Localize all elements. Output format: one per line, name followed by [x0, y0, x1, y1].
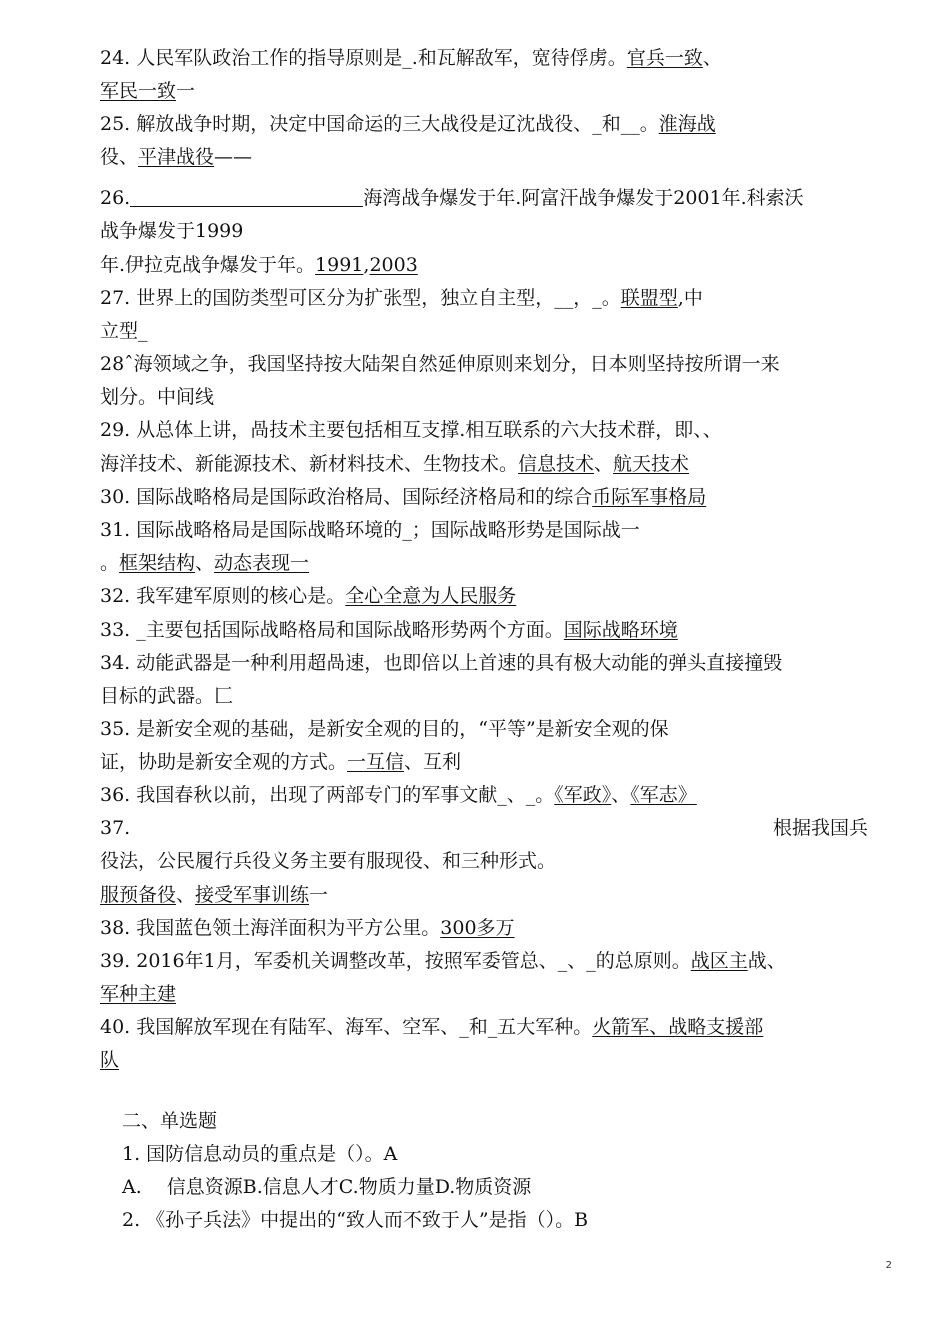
question-25-line-1: 25. 解放战争时期，决定中国命运的三大战役是辽沈战役、_和__。淮海战: [100, 113, 716, 135]
answer: 信息技术: [518, 453, 595, 475]
question-26-line-1: 26. 海湾战争爆发于年.阿富汗战争爆发于2001年.科索沃: [100, 187, 804, 209]
single-choice-1: 1. 国防信息动员的重点是（）。A: [122, 1143, 398, 1165]
question-40-line-2: [100, 1049, 119, 1071]
answer: 《军政》: [554, 784, 612, 806]
answer: 平津战役: [138, 146, 215, 168]
question-28-line-2: 划分。中间线: [100, 386, 215, 408]
question-31-line-2: 。框架结构、动态表现一: [100, 552, 310, 574]
question-26-line-2: 战争爆发于1999: [100, 220, 244, 242]
question-33: 33. _主要包括国际战略格局和国际战略形势两个方面。国际战略环境: [100, 619, 678, 641]
question-36: 36. 我国春秋以前，出现了两部专门的军事文献_、_。《军政》、《军志》: [100, 784, 697, 806]
answer: 动态表现一: [214, 552, 310, 574]
answer: 军民一致: [100, 80, 177, 102]
page-number: 2: [885, 1260, 892, 1271]
question-24-line-1: 24. 人民军队政治工作的指导原则是_.和瓦解敌军，宽待俘虏。官兵一致、: [100, 47, 722, 69]
question-28-line-1: 28ˆ海领域之争，我国坚持按大陆架自然延伸原则来划分，日本则坚持按所谓一来: [100, 353, 780, 375]
section-title: 二、单选题: [122, 1110, 218, 1132]
question-32: 32. 我军建军原则的核心是。全心全意为人民服务: [100, 585, 517, 607]
answer: 《军志》: [630, 784, 697, 806]
question-34-line-2: 目标的武器。匚: [100, 685, 234, 707]
answer: 淮海战: [658, 113, 716, 135]
fill-blank: [130, 188, 363, 207]
answer: 队: [100, 1049, 120, 1071]
single-choice-2: 2. 《孙子兵法》中提出的“致人而不致于人”是指（）。B: [122, 1209, 589, 1231]
question-29-line-1: 29. 从总体上讲，咼技术主要包括相互支撑.相互联系的六大技术群，即、、: [100, 419, 722, 441]
answer: 国际战略环境: [563, 619, 678, 641]
question-30: 30. 国际战略格局是国际政治格局、国际经济格局和的综合币际军事格局: [100, 486, 707, 508]
answer: 服预备役: [100, 884, 177, 906]
question-35-line-1: 35. 是新安全观的基础，是新安全观的目的，“平等”是新安全观的保: [100, 718, 669, 740]
question-26-line-3: 年.伊拉克战争爆发于年。1991,2003: [100, 254, 418, 276]
question-34-line-1: 34. 动能武器是一种利用超咼速，也即倍以上首速的具有极大动能的弹头直接撞毁: [100, 652, 783, 674]
question-37-line-1-right: 根据我国兵: [773, 817, 869, 839]
answer: 框架结构: [119, 552, 196, 574]
question-37-line-2: 役法，公民履行兵役义务主要有服现役、和三种形式。: [100, 850, 557, 872]
answer: 航天技术: [613, 453, 690, 475]
answer: 币际军事格局: [592, 486, 707, 508]
answer: 战区主: [690, 950, 748, 972]
answer: 全心全意为人民服务: [345, 585, 517, 607]
question-39-line-1: 39. 2016年1月，军委机关调整改革，按照军委管总、_、_的总原则。战区主战、: [100, 950, 786, 972]
question-37-line-3: 服预备役、接受军事训练一: [100, 884, 329, 906]
question-37-line-1: 37.: [100, 817, 131, 839]
answer: 军种主建: [100, 983, 177, 1005]
answer: 1991: [315, 254, 364, 276]
question-31-line-1: 31. 国际战略格局是国际战略环境的_；国际战略形势是国际战一: [100, 519, 640, 541]
question-29-line-2: 海洋技术、新能源技术、新材料技术、生物技术。信息技术、航天技术: [100, 453, 690, 475]
answer: 2003: [369, 254, 418, 276]
answer: 火箭军、战略支援部: [592, 1016, 764, 1038]
question-39-line-2: [100, 983, 176, 1005]
question-35-line-2: 证，协助是新安全观的方式。一互信、互利: [100, 751, 462, 773]
question-24-line-2: 军民一致一: [100, 80, 196, 102]
answer: 一互信: [347, 751, 405, 773]
question-38: 38. 我国蓝色领土海洋面积为平方公里。300多万: [100, 917, 515, 939]
answer: 接受军事训练: [195, 884, 310, 906]
answer: 官兵一致: [626, 47, 703, 69]
question-40-line-1: 40. 我国解放军现在有陆军、海军、空军、_和_五大军种。火箭军、战略支援部: [100, 1016, 764, 1038]
question-25-line-2: 役、平津战役——: [100, 146, 253, 168]
question-27-line-1: 27. 世界上的国防类型可区分为扩张型，独立自主型，__，_。联盟型,中: [100, 287, 703, 309]
answer: 联盟型: [620, 287, 678, 309]
question-27-line-2: 立型_: [100, 320, 148, 342]
single-choice-1-options: A. 信息资源B.信息人才C.物质力量D.物质资源: [122, 1176, 532, 1198]
answer: 300多万: [440, 917, 515, 939]
